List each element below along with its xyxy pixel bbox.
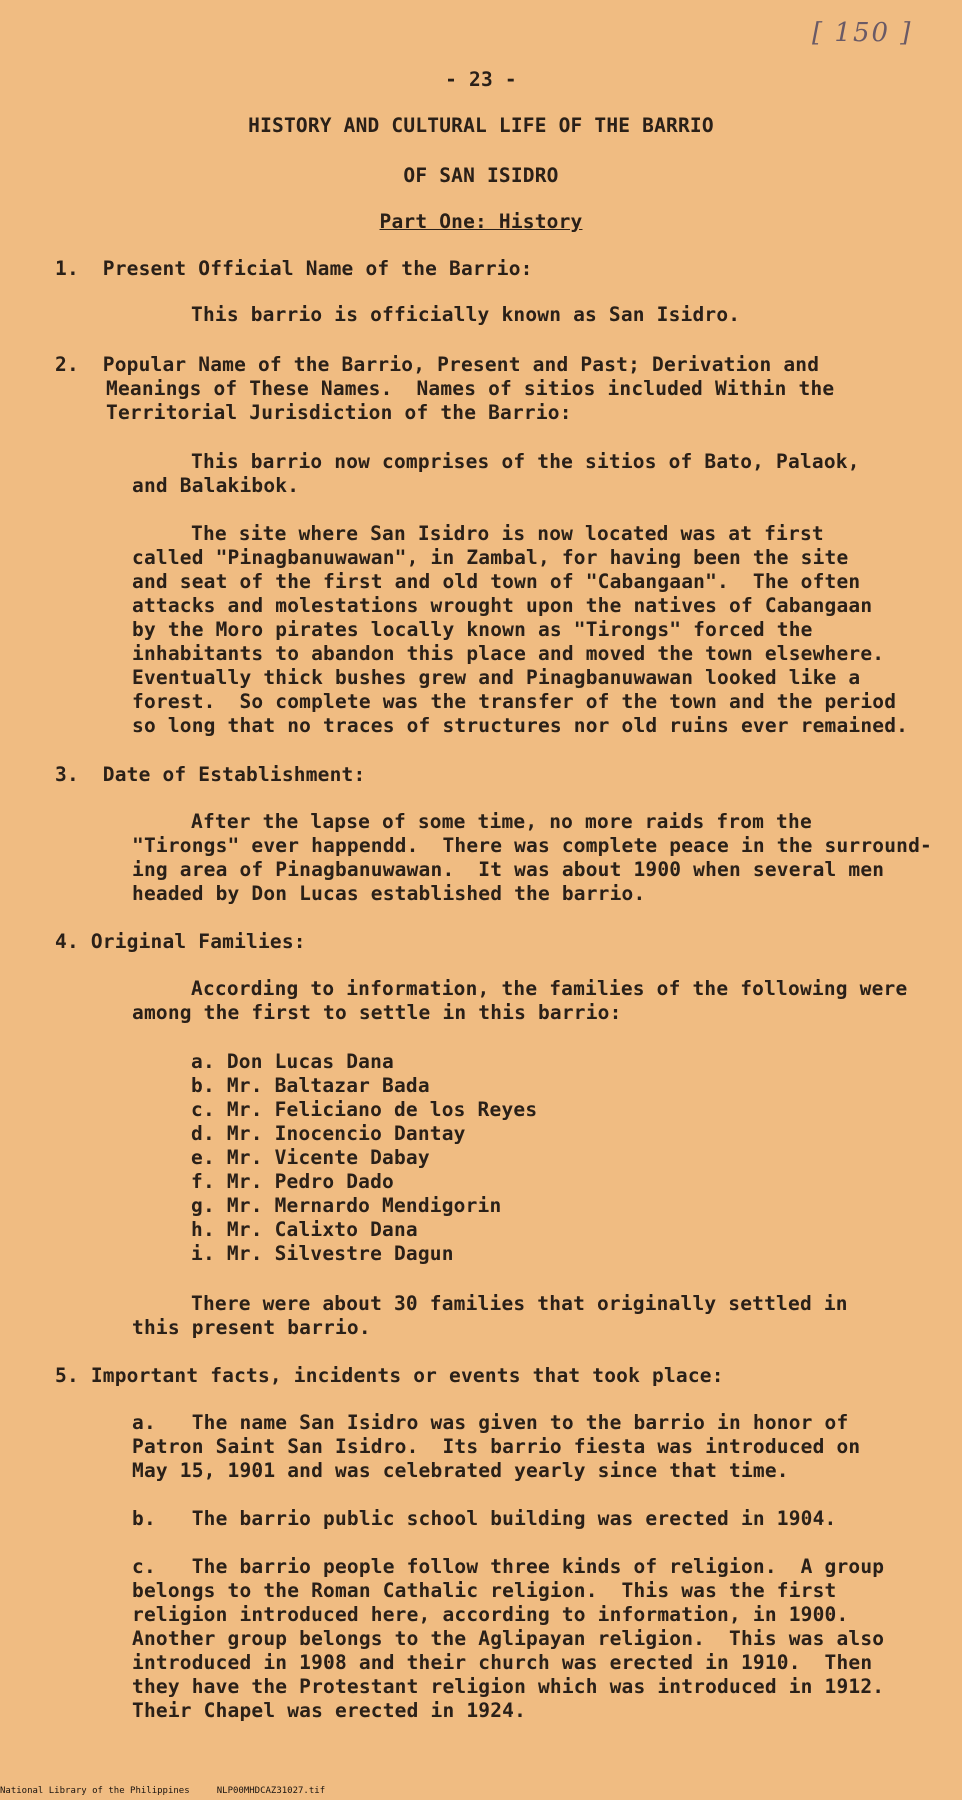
section-5-b-line: b. The barrio public school building was erected in 1904. xyxy=(132,1507,837,1530)
section-2-paragraph-1-line: This barrio now comprises of the sitios of Bato, Palaok, xyxy=(191,450,860,473)
part-heading: Part One: History xyxy=(379,210,583,233)
section-5-a-line: Patron Saint San Isidro. Its barrio fiesta was introduced on xyxy=(132,1435,861,1458)
section-2-paragraph-2-line: attacks and molestations wrought upon the natives of Cabangaan xyxy=(132,594,873,617)
section-4-heading: 4. Original Families: xyxy=(55,930,306,953)
family-list-item: a. Don Lucas Dana xyxy=(191,1050,394,1073)
section-2-paragraph-2-line: Eventually thick bushes grew and Pinagbanuwawan looked like a xyxy=(132,666,861,689)
section-4-outro-line: this present barrio. xyxy=(132,1316,371,1339)
section-3-line: After the lapse of some time, no more raids from the xyxy=(191,810,812,833)
family-list-item: f. Mr. Pedro Dado xyxy=(191,1170,394,1193)
section-5-heading: 5. Important facts, incidents or events that took place: xyxy=(55,1364,724,1387)
section-2-heading-line: 2. Popular Name of the Barrio, Present and Past; Derivation and xyxy=(55,353,820,376)
section-3-line: headed by Don Lucas established the barrio. xyxy=(132,882,646,905)
family-list-item: c. Mr. Feliciano de los Reyes xyxy=(191,1098,538,1121)
section-5-c-line: Their Chapel was erected in 1924. xyxy=(132,1699,527,1722)
section-5-a-line: May 15, 1901 and was celebrated yearly since that time. xyxy=(132,1459,789,1482)
family-list-item: d. Mr. Inocencio Dantay xyxy=(191,1122,466,1145)
family-list-item: g. Mr. Mernardo Mendigorin xyxy=(191,1194,502,1217)
section-5-c-line: introduced in 1908 and their church was erected in 1910. Then xyxy=(132,1651,873,1674)
section-5-c-line: they have the Protestant religion which was introduced in 1912. xyxy=(132,1675,885,1698)
section-3-line: ing area of Pinagbanuwawan. It was about 1900 when several men xyxy=(132,858,885,881)
section-5-c-line: c. The barrio people follow three kinds of religion. A group xyxy=(132,1555,885,1578)
section-4-intro-line: According to information, the families of the following were xyxy=(191,977,908,1000)
handwritten-page-note: [ 150 ] xyxy=(812,18,913,48)
section-2-paragraph-2-line: called "Pinagbanuwawan", in Zambal, for having been the site xyxy=(132,546,849,569)
section-1-text: This barrio is officially known as San Isidro. xyxy=(191,303,741,326)
section-2-paragraph-1-line: and Balakibok. xyxy=(132,474,300,497)
section-4-outro-line: There were about 30 families that originally settled in xyxy=(191,1292,848,1315)
section-5-c-line: Another group belongs to the Aglipayan religion. This was also xyxy=(132,1627,885,1650)
section-2-paragraph-2-line: so long that no traces of structures nor old ruins ever remained. xyxy=(132,714,909,737)
section-5-a-line: a. The name San Isidro was given to the barrio in honor of xyxy=(132,1411,849,1434)
section-5-c-line: belongs to the Roman Cathalic religion. This was the first xyxy=(132,1579,837,1602)
section-2-paragraph-2-line: inhabitants to abandon this place and moved the town elsewhere. xyxy=(132,642,885,665)
title-line-2: OF SAN ISIDRO xyxy=(403,164,559,187)
family-list-item: h. Mr. Calixto Dana xyxy=(191,1218,418,1241)
section-2-paragraph-2-line: by the Moro pirates locally known as "Tirongs" forced the xyxy=(132,618,813,641)
section-2-paragraph-2-line: The site where San Isidro is now located was at first xyxy=(191,522,824,545)
title-line-1: HISTORY AND CULTURAL LIFE OF THE BARRIO xyxy=(248,114,714,137)
section-3-line: "Tirongs" ever happendd. There was complete peace in the surround- xyxy=(132,834,932,857)
scan-footer-caption: National Library of the Philippines NLP00MHDCAZ31027.tif xyxy=(0,1786,326,1796)
section-3-heading: 3. Date of Establishment: xyxy=(55,763,366,786)
family-list-item: e. Mr. Vicente Dabay xyxy=(191,1146,430,1169)
section-1-heading: 1. Present Official Name of the Barrio: xyxy=(55,257,533,280)
section-2-heading-line: Meanings of These Names. Names of sitios included Within the xyxy=(106,377,835,400)
section-4-intro-line: among the first to settle in this barrio: xyxy=(132,1001,622,1024)
section-2-heading-line: Territorial Jurisdiction of the Barrio: xyxy=(106,401,572,424)
page-number: - 23 - xyxy=(445,68,517,91)
section-5-c-line: religion introduced here, according to information, in 1900. xyxy=(132,1603,849,1626)
family-list-item: b. Mr. Baltazar Bada xyxy=(191,1074,430,1097)
family-list-item: i. Mr. Silvestre Dagun xyxy=(191,1242,454,1265)
section-2-paragraph-2-line: and seat of the first and old town of "Cabangaan". The often xyxy=(132,570,861,593)
section-2-paragraph-2-line: forest. So complete was the transfer of the town and the period xyxy=(132,690,897,713)
